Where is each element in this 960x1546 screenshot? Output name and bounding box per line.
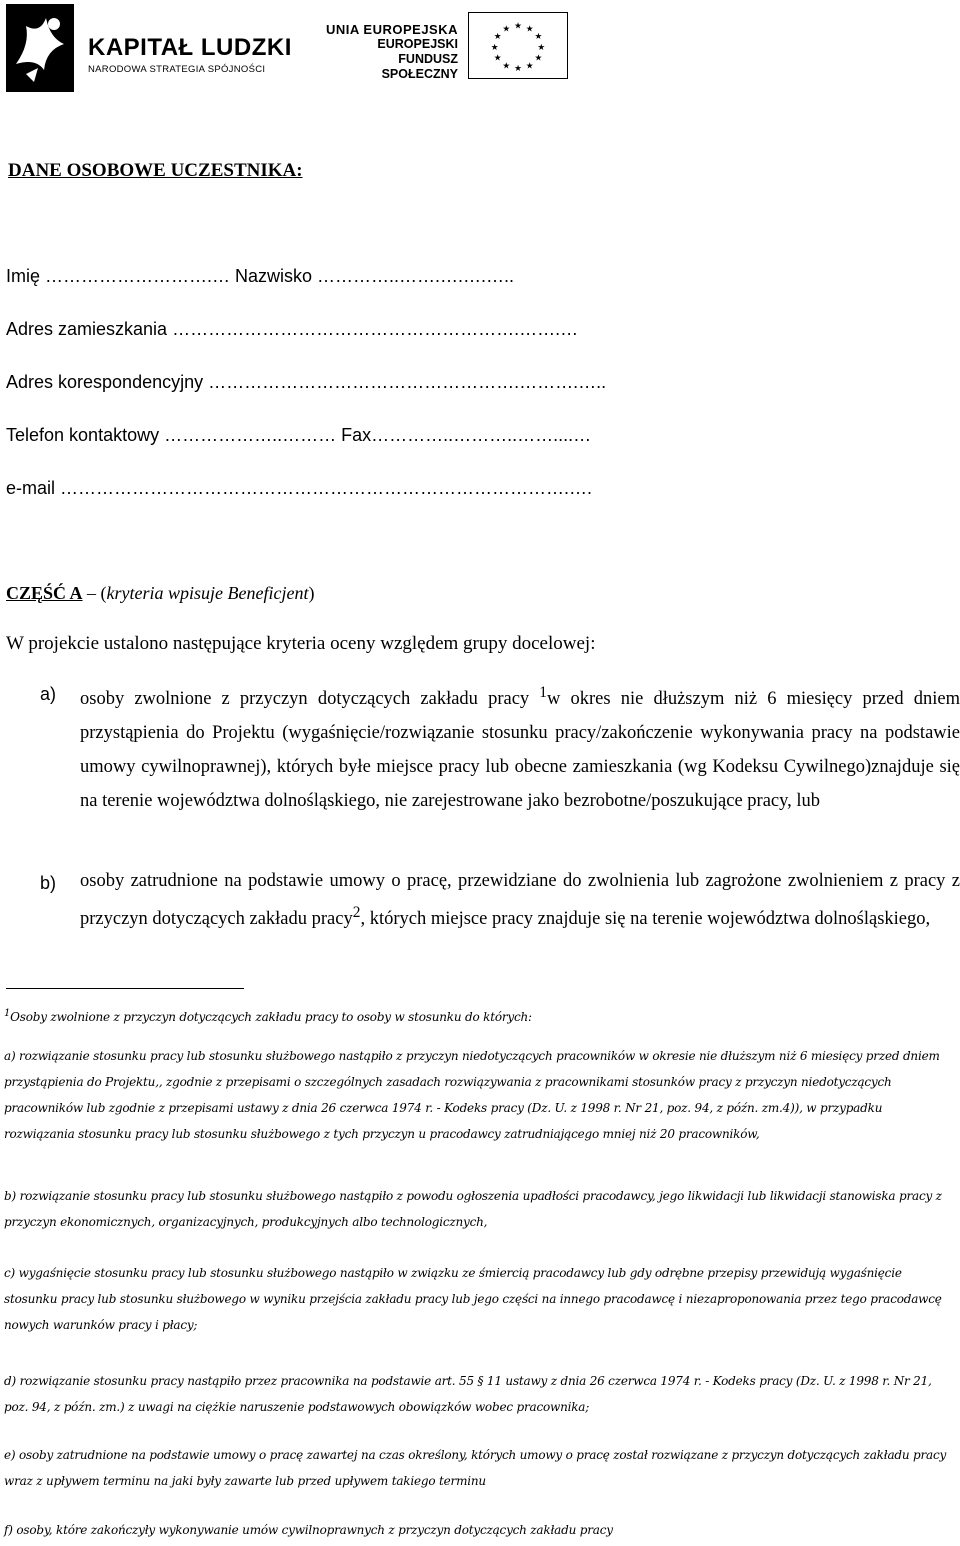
field-adres-korespondencyjny[interactable]: Adres korespondencyjny …………………………………………….……….….. [6, 372, 607, 392]
svg-text:★: ★ [493, 53, 502, 64]
header [0, 0, 960, 100]
footnote-item-f: f) osoby, które zakończyły wykonywanie umów cywilnoprawnych z przyczyn dotyczących zakładu pracy [4, 1523, 613, 1537]
svg-text:★: ★ [502, 24, 511, 35]
criterion-b-part2: , których miejsce pracy znajduje się na terenie województwa dolnośląskiego, [360, 909, 931, 930]
footnote-1-text: Osoby zwolnione z przyczyn dotyczących zakładu pracy to osoby w stosunku do których: [10, 1010, 532, 1024]
footnote-item-a: a) rozwiązanie stosunku pracy lub stosunku służbowego nastąpiło z przyczyn niedotyczących pracowników w okresie nie dłuższym niż 6 miesięcy przed dniem przystąpienia do Projektu,, zgodnie z przepisami o szczególnych zasadach rozwiązywania z pracownikami stosunków pracy z przyczyn niedotyczących pracowników lub zgodnie z przepisami ustawy z dnia 26 czerwca 1974 r. - Kodeks pracy (Dz. U. z 1998 r. Nr 21, poz. 94, z późn. zm.4)), w przypadku rozwiązania stosunku pracy lub stosunku służbowego z tych przyczyn u pracodawcy zatrudniającego mniej niż 20 pracowników, [4, 1049, 940, 1141]
criterion-a-text [80, 676, 960, 818]
footnote-1-intro [4, 1001, 954, 1030]
svg-text:★: ★ [525, 61, 534, 72]
svg-text:★: ★ [534, 53, 543, 64]
criterion-a-marker: a) [40, 684, 57, 704]
svg-text:★: ★ [490, 42, 499, 53]
svg-text:★: ★ [514, 64, 522, 75]
svg-text:★: ★ [534, 32, 543, 43]
footnote-item-b: b) rozwiązanie stosunku pracy lub stosunku służbowego nastąpiło z powodu ogłoszenia upadłości pracodawcy, jego likwidacji lub likwidacji stanowiska pracy z przyczyn ekonomicznych, organizacyjnych, produkcyjnych albo technologicznych, [4, 1189, 942, 1229]
footnote-ref-2: 2 [352, 904, 361, 921]
eu-line-1: UNIA EUROPEJSKA [326, 22, 458, 37]
eu-line-2: EUROPEJSKI [377, 37, 458, 51]
footnote-item-d: d) rozwiązanie stosunku pracy nastąpiło przez pracownika na podstawie art. 55 § 11 ustawy z dnia 26 czerwca 1974 r. - Kodeks pracy (Dz. U. z 1998 r. Nr 21, poz. 94, z późn. zm.) z uwagi na ciężkie naruszenie podstawowych obowiązków wobec pracownika; [4, 1374, 932, 1414]
svg-text:★: ★ [537, 42, 546, 53]
field-imie-nazwisko[interactable]: Imię ……………………….… Nazwisko …………..…….….….….. [6, 266, 515, 286]
svg-text:★: ★ [514, 21, 522, 32]
part-a-close: ) [308, 583, 315, 603]
footnote-ref-1: 1 [539, 684, 547, 701]
svg-text:★: ★ [493, 32, 502, 43]
part-a-label: CZĘŚĆ A [6, 583, 83, 603]
criterion-b-text [80, 866, 960, 935]
intro-text: W projekcie ustalono następujące kryteria oceny względem grupy docelowej: [6, 633, 596, 654]
part-a-open: ( [100, 583, 107, 603]
kapital-ludzki-title: KAPITAŁ LUDZKI [88, 34, 292, 61]
criterion-b-marker: b) [40, 873, 57, 893]
svg-text:★: ★ [502, 61, 511, 72]
field-telefon-fax[interactable]: Telefon kontaktowy ………………..……… Fax…………..………..……....… [6, 425, 592, 445]
criterion-a-part1: osoby zwolnione z przyczyn dotyczących zakładu pracy [80, 689, 540, 710]
section-title: DANE OSOBOWE UCZESTNIKA: [8, 160, 303, 181]
field-adres-zamieszkania[interactable]: Adres zamieszkania ………………………………………………….…….… [6, 319, 579, 339]
field-email[interactable]: e-mail ………………………………………………………………………….…. [6, 478, 593, 498]
footnote-divider [6, 988, 244, 989]
kapital-ludzki-logo [6, 4, 292, 92]
criterion-a-part2: w okres nie dłuższym niż 6 miesięcy przed dniem przystąpienia do Projektu (wygaśnięcie/rozwiązanie stosunku pracy/zakończenie wykonywania pracy na podstawie umowy cywilnoprawnej), których byłe miejsce pracy lub obecne zamieszkania (wg Kodeksu Cywilnego)znajduje się na terenie województwa dolnośląskiego, nie zarejestrowane jako bezrobotne/poszukujące pracy, lub [80, 689, 960, 812]
svg-text:★: ★ [525, 24, 534, 35]
eu-flag-icon [468, 12, 568, 79]
kapital-ludzki-emblem-icon [6, 4, 74, 92]
criterion-b-part1: osoby zatrudnione na podstawie umowy o pracę, przewidziane do zwolnienia lub zagrożone zwolnieniem z pracy z przyczyn dotyczących zakładu pracy [80, 871, 960, 930]
eu-line-3: FUNDUSZ SPOŁECZNY [381, 52, 458, 81]
footnote-1-number: 1 [4, 1008, 11, 1019]
part-a-note: kryteria wpisuje Beneficjent [106, 583, 309, 603]
kapital-ludzki-subtitle: NARODOWA STRATEGIA SPÓJNOŚCI [88, 64, 266, 75]
footnote-item-c: c) wygaśnięcie stosunku pracy lub stosunku służbowego nastąpiło w związku ze śmiercią pracodawcy lub gdy odrębne przepisy przewidują wygaśnięcie stosunku pracy lub stosunku służbowego w wyniku przejścia zakładu pracy lub jego części na innego pracodawcę i niezaproponowania przez tego pracodawcę nowych warunków pracy i płacy; [4, 1266, 942, 1332]
part-a-heading [6, 583, 314, 604]
footnote-item-e: e) osoby zatrudnione na podstawie umowy o pracę zawartej na czas określony, których umowy o pracę został rozwiązane z przyczyn dotyczących zakładu pracy wraz z upływem terminu na jaki były zawarte lub przed upływem takiego terminu [4, 1448, 947, 1488]
part-a-dash: – [82, 583, 101, 603]
eu-logo-text [322, 22, 458, 82]
